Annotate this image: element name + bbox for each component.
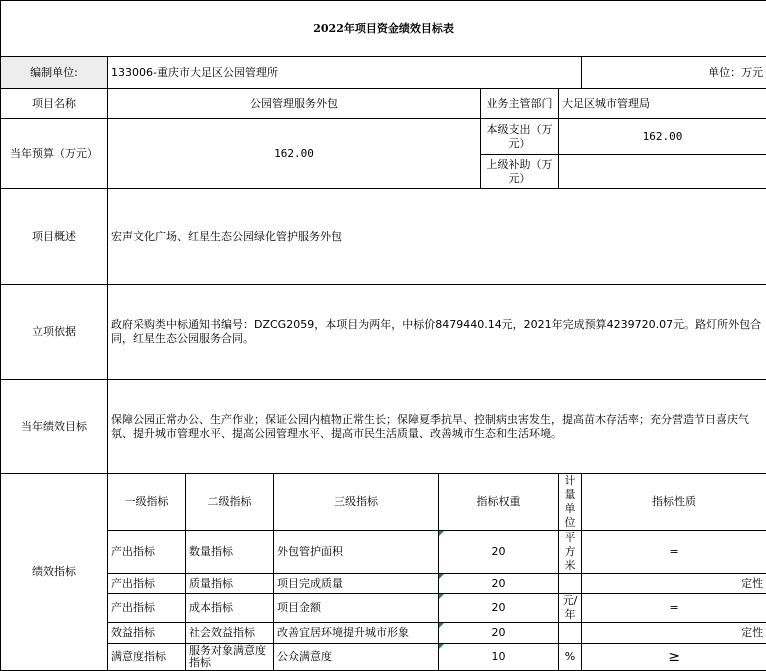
row-nature: = — [582, 594, 766, 623]
row-level1: 产出指标 — [108, 574, 186, 594]
table-row — [1, 644, 766, 671]
goal-label: 当年绩效目标 — [1, 380, 108, 474]
row-level2: 数量指标 — [186, 531, 274, 574]
basis-text: 政府采购类中标通知书编号：DZCG2059，本项目为两年，中标价8479440.14元，2021年完成预算4239720.07元。路灯所外包合同，红星生态公园服务合同。 — [108, 285, 766, 380]
subsidy-label: 上级补助（万元） — [481, 155, 559, 189]
row-weight: 20 — [439, 594, 559, 623]
header-level2: 二级指标 — [186, 474, 274, 531]
indicators-label: 绩效指标 — [1, 474, 108, 671]
row-weight: 20 — [439, 623, 559, 644]
page-title: 2022年项目资金绩效目标表 — [1, 1, 766, 57]
budget-label: 当年预算（万元） — [1, 119, 108, 189]
subsidy-value — [559, 155, 766, 189]
dept-label: 业务主管部门 — [481, 89, 559, 119]
project-name-value: 公园管理服务外包 — [108, 89, 481, 119]
budget-value: 162.00 — [108, 119, 481, 189]
row-level1: 产出指标 — [108, 531, 186, 574]
header-weight: 指标权重 — [439, 474, 559, 531]
row-level3: 项目完成质量 — [274, 574, 439, 594]
project-name-label: 项目名称 — [1, 89, 108, 119]
header-level3: 三级指标 — [274, 474, 439, 531]
local-expense-value: 162.00 — [559, 119, 766, 155]
row-weight: 20 — [439, 531, 559, 574]
row-weight: 10 — [439, 644, 559, 671]
header-unit: 计量单位 — [559, 474, 582, 531]
row-unit: 平方米 — [559, 531, 582, 574]
row-level1: 效益指标 — [108, 623, 186, 644]
row-level3: 外包管护面积 — [274, 531, 439, 574]
goal-text: 保障公园正常办公、生产作业；保证公园内植物正常生长；保障夏季抗旱、控制病虫害发生，提高苗木存活率；充分营造节日喜庆气氛、提升城市管理水平、提高公园管理水平、提高市民生活质量、改善城市生态和生活环境。 — [108, 380, 766, 474]
row-unit: % — [559, 644, 582, 671]
row-level2: 质量指标 — [186, 574, 274, 594]
row-unit: 元/年 — [559, 594, 582, 623]
row-level1: 产出指标 — [108, 594, 186, 623]
row-level3: 改善宜居环境提升城市形象 — [274, 623, 439, 644]
row-nature: = — [582, 531, 766, 574]
overview-label: 项目概述 — [1, 189, 108, 285]
row-level2: 服务对象满意度指标 — [186, 644, 274, 671]
table-row — [1, 531, 766, 574]
dept-value: 大足区城市管理局 — [559, 89, 766, 119]
row-weight: 20 — [439, 574, 559, 594]
local-expense-label: 本级支出（万元） — [481, 119, 559, 155]
overview-text: 宏声文化广场、红星生态公园绿化管护服务外包 — [108, 189, 766, 285]
row-nature: ≥ — [582, 644, 766, 671]
compiling-unit-value: 133006-重庆市大足区公园管理所 — [108, 57, 582, 89]
compiling-unit-label: 编制单位: — [1, 57, 108, 89]
table-row — [1, 623, 766, 644]
row-level2: 社会效益指标 — [186, 623, 274, 644]
row-level2: 成本指标 — [186, 594, 274, 623]
basis-label: 立项依据 — [1, 285, 108, 380]
row-level3: 项目金额 — [274, 594, 439, 623]
table-row — [1, 574, 766, 594]
row-unit — [559, 574, 582, 594]
row-nature: 定性 — [582, 574, 766, 594]
currency-unit-note: 单位：万元 — [582, 57, 766, 89]
row-unit — [559, 623, 582, 644]
header-nature: 指标性质 — [582, 474, 766, 531]
table-row — [1, 594, 766, 623]
row-level1: 满意度指标 — [108, 644, 186, 671]
row-nature: 定性 — [582, 623, 766, 644]
row-level3: 公众满意度 — [274, 644, 439, 671]
header-level1: 一级指标 — [108, 474, 186, 531]
